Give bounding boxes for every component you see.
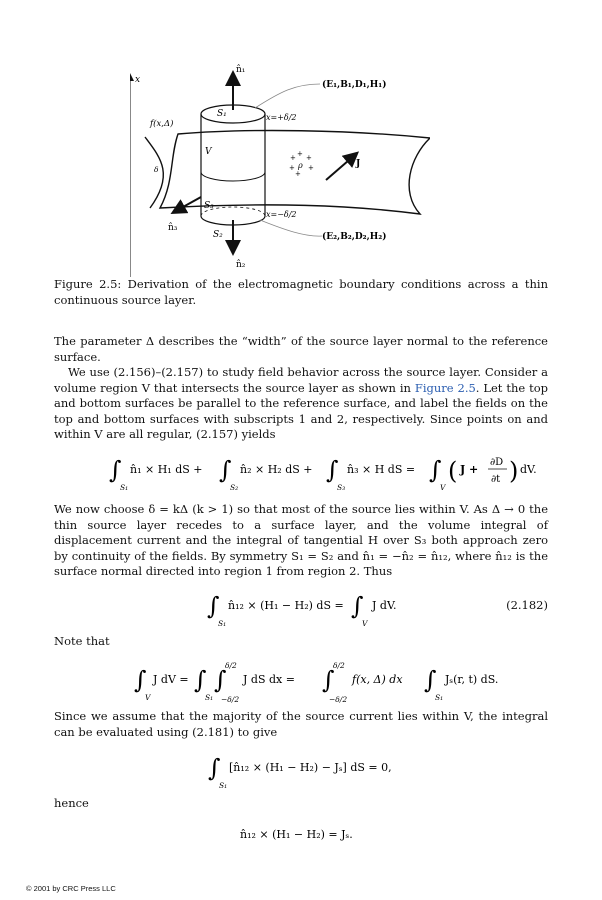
paragraph-2-text-b: . Let the top and bottom surfaces be parallel to the reference surface, and label the fields on the top and bottom surfaces with subscripts 1 and 2, respectively. Since points on and within V are all regular, (2.157) yields — [54, 380, 548, 442]
svg-text:∫: ∫ — [322, 666, 335, 694]
equation-2182 — [54, 584, 548, 632]
svg-text:∫: ∫ — [208, 754, 221, 782]
copyright-footer: © 2001 by CRC Press LLC — [26, 884, 116, 893]
eq3-sub-v: V — [145, 693, 151, 702]
equation-3 — [54, 656, 548, 704]
svg-text:): ) — [509, 457, 519, 485]
svg-text:∫: ∫ — [134, 666, 147, 694]
eq1-term2: n̂₂ × H₂ dS + — [240, 463, 313, 476]
j-label: J — [356, 159, 361, 169]
eq3-lower1: −δ/2 — [221, 695, 240, 704]
svg-text:+: + — [297, 150, 303, 158]
eq5-body: n̂₁₂ × (H₁ − H₂) = Jₛ. — [240, 828, 353, 841]
eq1-sub4: V — [440, 483, 446, 492]
n2-label: n̂₂ — [236, 260, 246, 270]
svg-text:(: ( — [448, 457, 458, 485]
v-label: V — [205, 147, 212, 157]
eq3-sub-s1b: S₁ — [435, 693, 444, 702]
s1-label: S₁ — [217, 109, 227, 119]
eq1-sub1: S₁ — [120, 483, 129, 492]
bottom-plane-label: x=−δ/2 — [266, 210, 297, 219]
svg-text:+: + — [290, 154, 296, 162]
svg-text:∫: ∫ — [429, 456, 442, 484]
rho-label: ρ — [298, 161, 303, 170]
equation-4 — [54, 746, 548, 794]
svg-text:∫: ∫ — [194, 666, 207, 694]
eq3-upper1: δ/2 — [225, 661, 237, 670]
paragraph-2 — [54, 365, 548, 443]
n3-label: n̂₃ — [168, 223, 178, 233]
eq2-rhs: J dV. — [372, 599, 397, 612]
top-plane-label: x=+δ/2 — [266, 113, 297, 122]
delta-label: δ — [154, 165, 159, 174]
n1-label: n̂₁ — [236, 65, 246, 75]
eq3-term3: f(x, Δ) dx — [352, 673, 403, 686]
equation-5 — [54, 822, 548, 846]
svg-text:∫: ∫ — [351, 592, 364, 620]
s3-label: S₃ — [204, 201, 214, 211]
figure-2-5 — [130, 62, 430, 277]
eq4-body: [n̂₁₂ × (H₁ − H₂) − Jₛ] dS = 0, — [229, 761, 392, 774]
eq1-term3: n̂₃ × H dS = — [347, 463, 416, 476]
fields-bottom-label: (E₂,B₂,D₂,H₂) — [322, 232, 387, 242]
eq3-term1: J dV = — [153, 673, 189, 686]
paragraph-3: We now choose δ = kΔ (k > 1) so that most of the source lies within V. As Δ → 0 the thin source layer recedes to a surface layer, and the volume integral of displacement current and the integral of tangential H over S₃ both approach zero by continuity of the fields. By symmetry S₁ = S₂ and n̂₁ = −n̂₂ = n̂₁₂, where n̂₁₂ is the surface normal directed into region 1 from region 2. Thus — [54, 502, 548, 579]
paragraph-4: Note that — [54, 634, 110, 648]
boundary-diagram — [130, 62, 430, 277]
eq3-lower2: −δ/2 — [329, 695, 348, 704]
svg-text:+: + — [306, 154, 312, 162]
eq3-sub-s1: S₁ — [205, 693, 214, 702]
paragraph-1: The parameter Δ describes the “width” of the source layer normal to the reference surface. — [54, 334, 548, 364]
f-label: f(x,Δ) — [150, 119, 174, 129]
svg-text:∫: ∫ — [109, 456, 122, 484]
svg-text:∫: ∫ — [424, 666, 437, 694]
j-arrow — [326, 154, 356, 180]
svg-text:+: + — [295, 170, 301, 178]
figure-caption: Figure 2.5: Derivation of the electromagnetic boundary conditions across a thin continuous source layer. — [54, 277, 548, 307]
paragraph-2-text-a: We use (2.156)–(2.157) to study field behavior across the source layer. Consider a volume region V that intersects the source layer as shown in — [54, 365, 548, 395]
eq1-term4: J + — [460, 463, 479, 476]
svg-text:∫: ∫ — [326, 456, 339, 484]
eq1-term1: n̂₁ × H₁ dS + — [130, 463, 203, 476]
equation-number-2182: (2.182) — [506, 598, 548, 612]
equation-1 — [54, 448, 548, 496]
eq1-denominator: ∂t — [491, 474, 501, 485]
eq3-term4: Jₛ(r, t) dS. — [445, 673, 499, 686]
eq2-sub2: V — [362, 619, 368, 628]
eq3-term2: J dS dx = — [243, 673, 295, 686]
figure-2-5-link[interactable]: Figure 2.5 — [414, 380, 476, 395]
s2-label: S₂ — [213, 230, 223, 240]
eq3-upper2: δ/2 — [333, 661, 345, 670]
svg-text:∫: ∫ — [219, 456, 232, 484]
paragraph-6: hence — [54, 796, 89, 810]
paragraph-5: Since we assume that the majority of the source current lies within V, the integral can be evaluated using (2.181) to give — [54, 709, 548, 739]
eq1-numerator: ∂D — [490, 457, 504, 468]
svg-text:+: + — [289, 164, 295, 172]
fields-top-label: (E₁,B₁,D₁,H₁) — [322, 80, 387, 90]
eq1-sub2: S₂ — [230, 483, 239, 492]
svg-text:∫: ∫ — [207, 592, 220, 620]
eq1-sub3: S₃ — [337, 483, 346, 492]
eq4-sub: S₁ — [219, 781, 228, 790]
eq2-lhs: n̂₁₂ × (H₁ − H₂) dS = — [228, 599, 344, 612]
x-axis-label: x — [135, 75, 141, 85]
n3-arrow — [174, 197, 201, 212]
eq1-term5: dV. — [520, 463, 537, 476]
svg-text:∫: ∫ — [214, 666, 227, 694]
eq2-sub1: S₁ — [218, 619, 227, 628]
svg-text:+: + — [308, 164, 314, 172]
